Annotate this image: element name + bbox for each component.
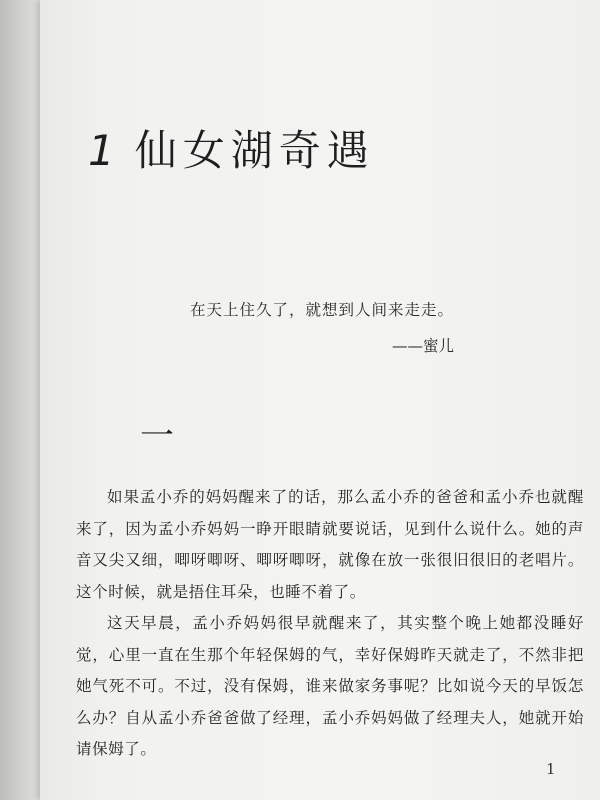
section-number: 一 [140, 416, 174, 456]
chapter-title: 仙女湖奇遇 [134, 126, 375, 175]
page-number: 1 [546, 760, 556, 778]
epigraph-quote: 在天上住久了，就想到人间来走走。 [190, 301, 455, 319]
chapter-number: 1 [88, 126, 121, 175]
epigraph-attribution: ——蜜儿 [392, 337, 455, 355]
chapter-heading [88, 118, 375, 178]
body-text [76, 482, 584, 766]
paragraph: 这天早晨，孟小乔妈妈很早就醒来了，其实整个晚上她都没睡好觉，心里一直在生那个年轻保姆的气，幸好保姆昨天就走了，不然非把她气死不可。不过，没有保姆，谁来做家务事呢？比如说今天的早饭怎么办？自从孟小乔爸爸做了经理，孟小乔妈妈做了经理夫人，她就开始请保姆了。 [76, 614, 584, 758]
paragraph: 如果孟小乔的妈妈醒来了的话，那么孟小乔的爸爸和孟小乔也就醒来了，因为孟小乔妈妈一睁开眼睛就要说话，见到什么说什么。她的声音又尖又细，唧呀唧呀、唧呀唧呀，就像在放一张很旧很旧的老唱片。这个时候，就是捂住耳朵，也睡不着了。 [76, 488, 584, 601]
book-spine-shadow [0, 0, 40, 800]
